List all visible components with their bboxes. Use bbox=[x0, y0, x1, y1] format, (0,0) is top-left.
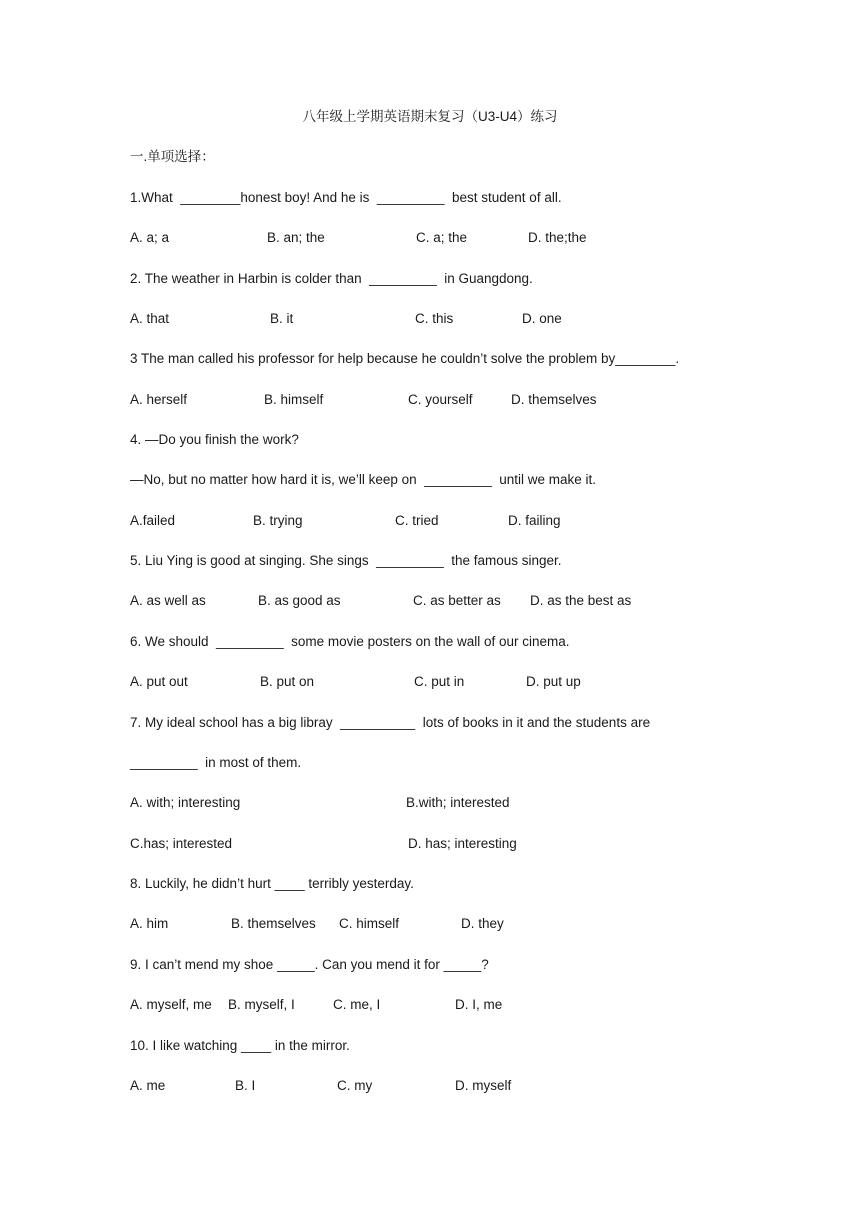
q9-option-a: A. myself, me bbox=[130, 997, 212, 1012]
question-4-prompt: 4. —Do you finish the work? bbox=[130, 432, 299, 447]
q8-option-a: A. him bbox=[130, 916, 169, 931]
q1-option-d: D. the;the bbox=[528, 230, 587, 245]
question-9: 9. I can’t mend my shoe _____. Can you mend it for _____? bbox=[130, 957, 489, 972]
q4-option-c: C. tried bbox=[395, 513, 439, 528]
q8-option-c: C. himself bbox=[339, 916, 400, 931]
question-3: 3 The man called his professor for help because he couldn’t solve the problem by________. bbox=[130, 351, 680, 366]
document-title: 八年级上学期英语期末复习（U3-U4）练习 bbox=[302, 109, 558, 124]
q10-option-d: D. myself bbox=[455, 1078, 512, 1093]
section-heading: 一.单项选择： bbox=[130, 149, 215, 164]
q4-option-b: B. trying bbox=[253, 513, 303, 528]
q7-option-c: C.has; interested bbox=[130, 836, 233, 851]
question-5: 5. Liu Ying is good at singing. She sings _________ the famous singer. bbox=[130, 553, 562, 568]
q6-option-a: A. put out bbox=[130, 674, 188, 689]
q4-option-a: A.failed bbox=[130, 513, 176, 528]
q1-option-b: B. an; the bbox=[267, 230, 325, 245]
q5-option-c: C. as better as bbox=[413, 593, 501, 608]
q10-option-c: C. my bbox=[337, 1078, 373, 1093]
q3-option-a: A. herself bbox=[130, 392, 188, 407]
q1-option-c: C. a; the bbox=[416, 230, 468, 245]
q7-option-b: B.with; interested bbox=[406, 795, 510, 810]
question-10: 10. I like watching ____ in the mirror. bbox=[130, 1038, 350, 1053]
question-2: 2. The weather in Harbin is colder than _________ in Guangdong. bbox=[130, 271, 533, 286]
q2-option-b: B. it bbox=[270, 311, 294, 326]
q3-option-d: D. themselves bbox=[511, 392, 597, 407]
q10-option-b: B. I bbox=[235, 1078, 256, 1093]
question-7-line-2: _________ in most of them. bbox=[130, 755, 302, 770]
q2-option-c: C. this bbox=[415, 311, 454, 326]
q6-option-d: D. put up bbox=[526, 674, 581, 689]
q9-option-b: B. myself, I bbox=[228, 997, 295, 1012]
q8-option-b: B. themselves bbox=[231, 916, 316, 931]
q8-option-d: D. they bbox=[461, 916, 504, 931]
q9-option-c: C. me, I bbox=[333, 997, 381, 1012]
question-8: 8. Luckily, he didn’t hurt ____ terribly yesterday. bbox=[130, 876, 414, 891]
q10-option-a: A. me bbox=[130, 1078, 166, 1093]
q2-option-d: D. one bbox=[522, 311, 562, 326]
q5-option-d: D. as the best as bbox=[530, 593, 632, 608]
q3-option-b: B. himself bbox=[264, 392, 324, 407]
q6-option-c: C. put in bbox=[414, 674, 465, 689]
q3-option-c: C. yourself bbox=[408, 392, 473, 407]
question-1: 1.What ________honest boy! And he is _________ best student of all. bbox=[130, 190, 562, 205]
q5-option-b: B. as good as bbox=[258, 593, 341, 608]
q5-option-a: A. as well as bbox=[130, 593, 206, 608]
q7-option-a: A. with; interesting bbox=[130, 795, 241, 810]
question-4-response: —No, but no matter how hard it is, we’ll keep on _________ until we make it. bbox=[130, 472, 597, 487]
q1-option-a: A. a; a bbox=[130, 230, 170, 245]
question-7-line-1: 7. My ideal school has a big libray __________ lots of books in it and the students are bbox=[130, 715, 651, 730]
question-6: 6. We should _________ some movie posters on the wall of our cinema. bbox=[130, 634, 570, 649]
q4-option-d: D. failing bbox=[508, 513, 561, 528]
q2-option-a: A. that bbox=[130, 311, 170, 326]
q6-option-b: B. put on bbox=[260, 674, 315, 689]
q7-option-d: D. has; interesting bbox=[408, 836, 517, 851]
q9-option-d: D. I, me bbox=[455, 997, 503, 1012]
